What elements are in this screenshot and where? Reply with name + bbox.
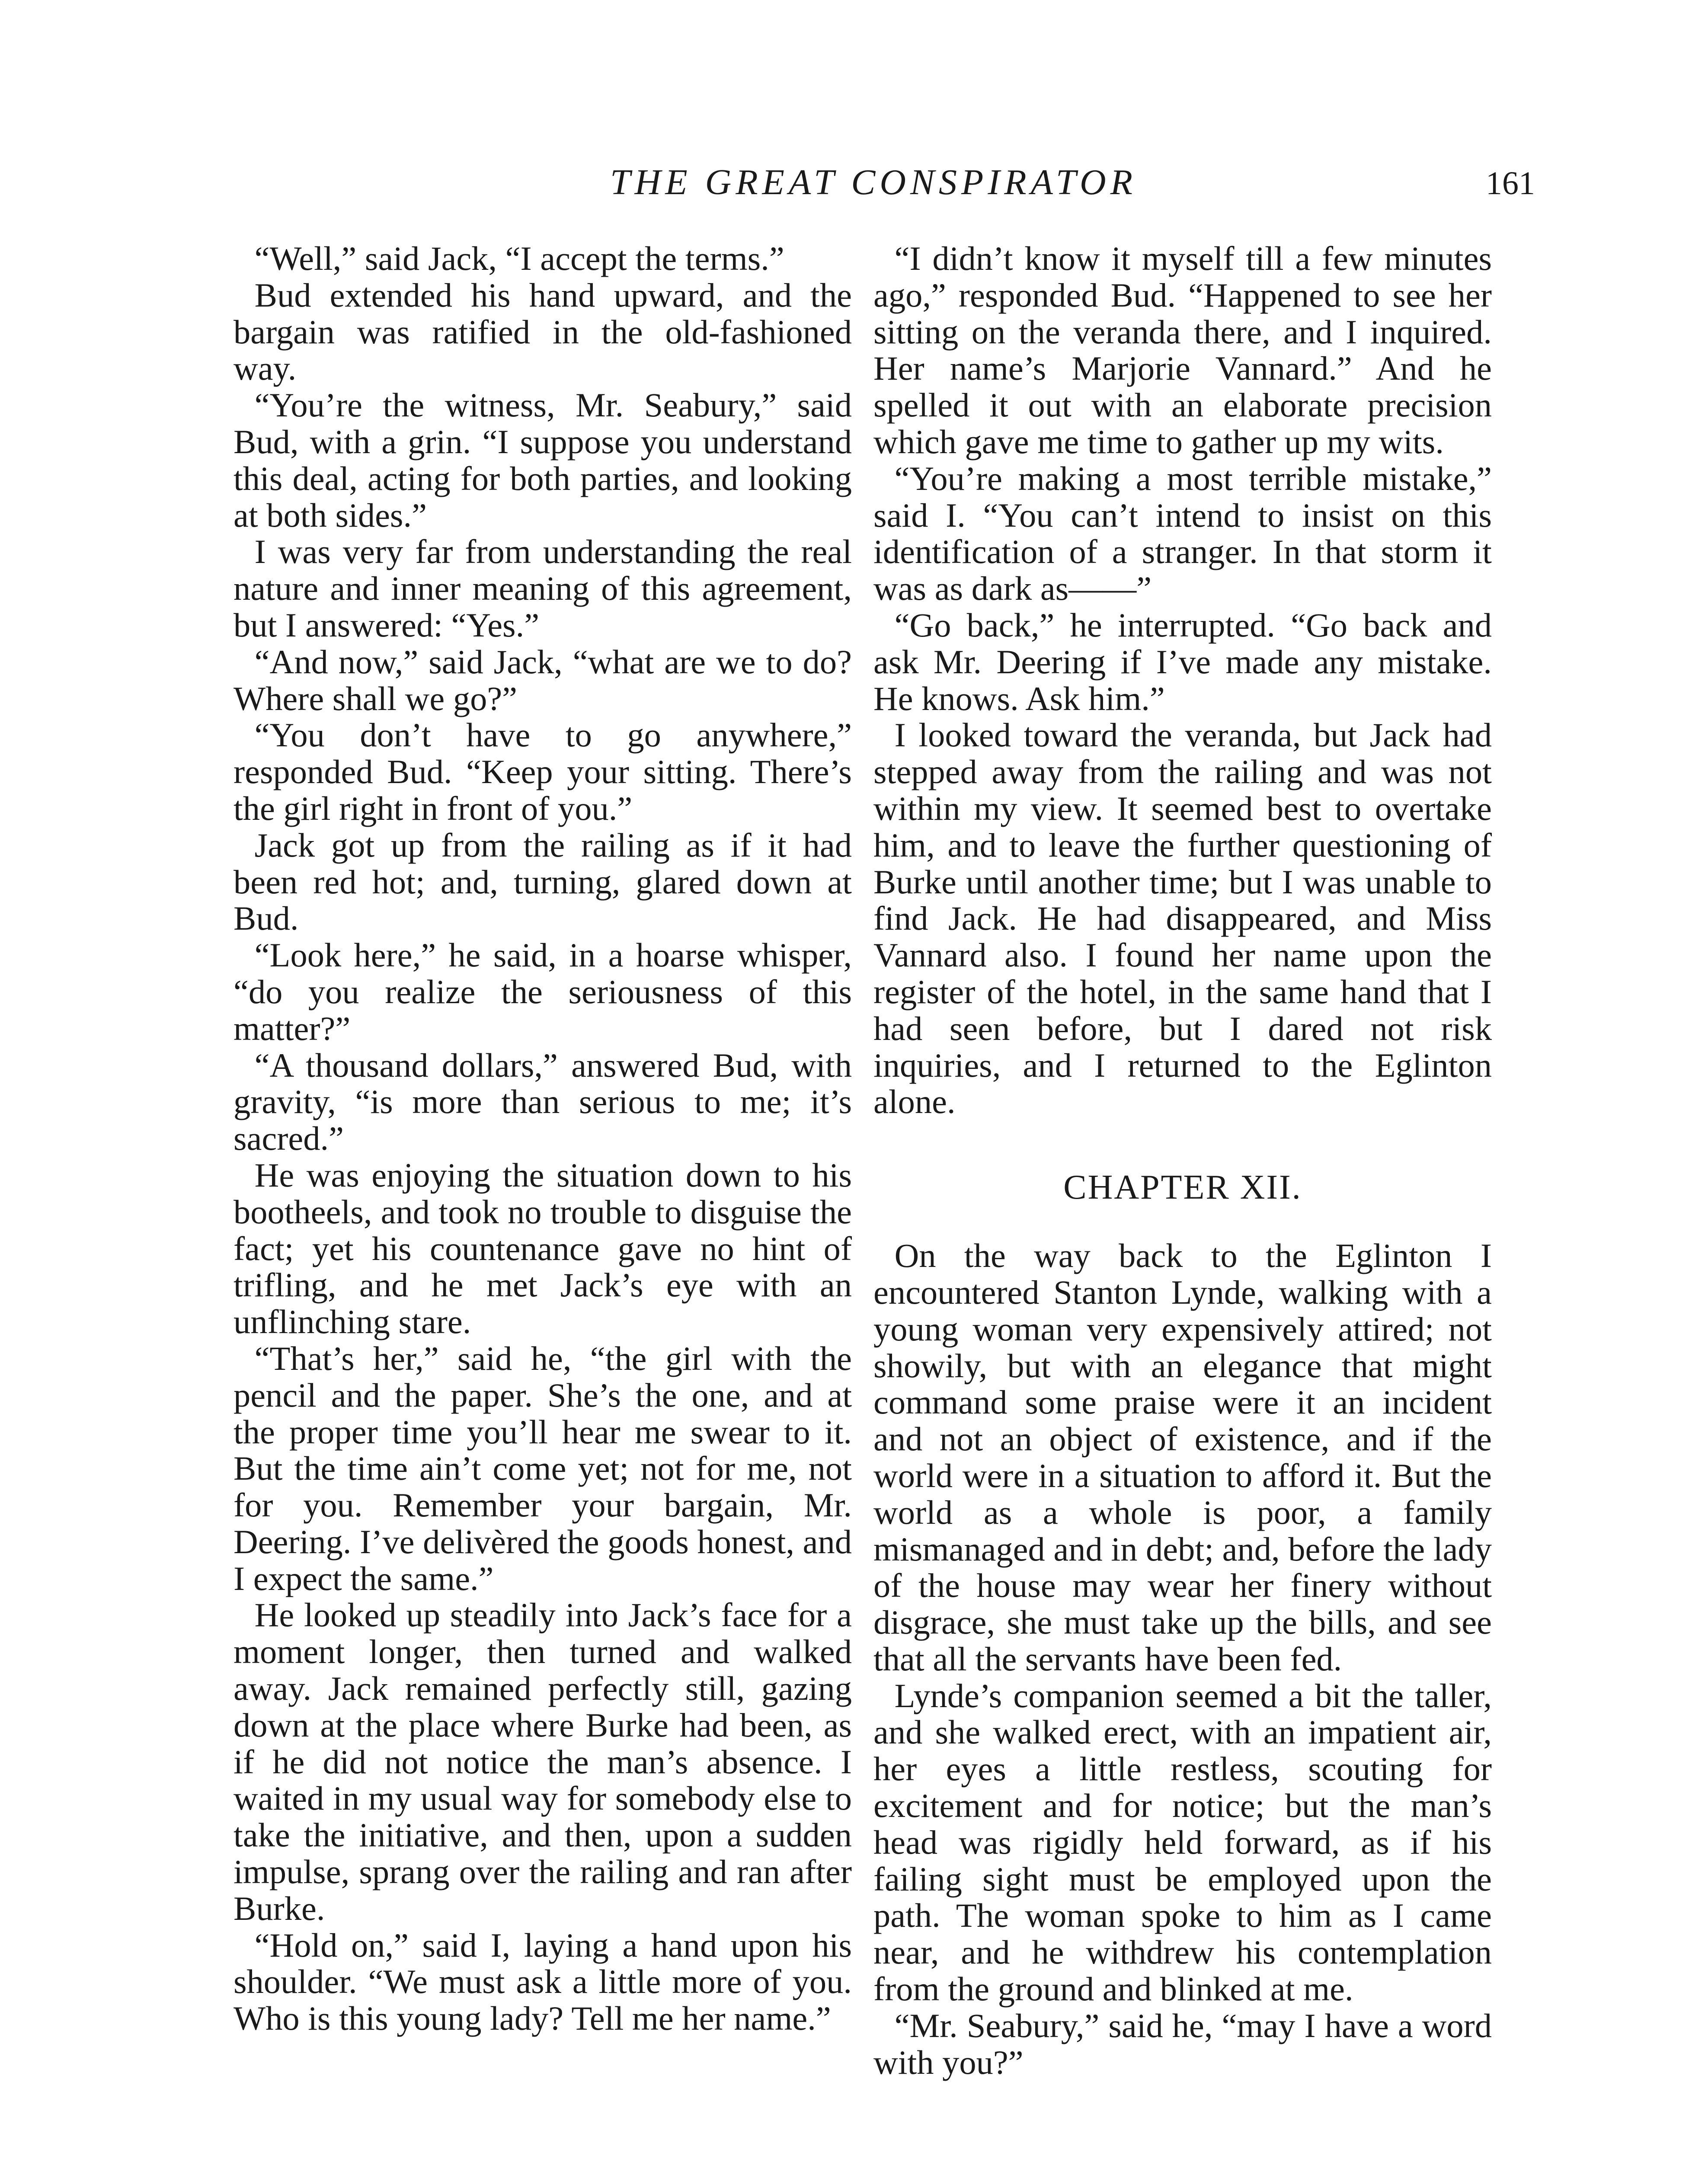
paragraph: I looked toward the veranda, but Jack had stepped away from the railing and was not within my view. It seemed best to overtake him, and to leave the further questioning of Burke until another time; but I was unable to find Jack. He had disappeared, and Miss Vannard also. I found her name upon the register of the hotel, in the same hand that I had seen before, but I dared not risk inquiries, and I returned to the Eglinton alone. bbox=[873, 716, 1492, 1121]
paragraph: Bud extended his hand upward, and the bargain was ratified in the old-fashioned way. bbox=[233, 276, 852, 387]
paragraph: “Mr. Seabury,” said he, “may I have a word with you?” bbox=[873, 2006, 1492, 2081]
paragraph: Lynde’s companion seemed a bit the taller, and she walked erect, with an impatient air, her eyes a little restless, scouting for excitement and for notice; but the man’s head was rigidly held forward, as if his failing sight must be employed upon the path. The woman spoke to him as I came near, and he withdrew his contemplation from the ground and blinked at me. bbox=[873, 1676, 1492, 2008]
left-text-column bbox=[233, 240, 852, 2037]
paragraph: Jack got up from the railing as if it had been red hot; and, turning, glared down at Bud. bbox=[233, 826, 852, 937]
paragraph: “Hold on,” said I, laying a hand upon his shoulder. “We must ask a little more of you. Who is this young lady? Tell me her name.” bbox=[233, 1926, 852, 2037]
right-text-column bbox=[873, 240, 1492, 2081]
paragraph: “You don’t have to go anywhere,” responded Bud. “Keep your sitting. There’s the girl right in front of you.” bbox=[233, 716, 852, 827]
paragraph: On the way back to the Eglinton I encountered Stanton Lynde, walking with a young woman very expensively attired; not showily, but with an elegance that might command some praise were it an incident and not an object of existence, and if the world were in a situation to afford it. But the world as a whole is poor, a family mismanaged and in debt; and, before the lady of the house may wear her finery without disgrace, she must take up the bills, and see that all the servants have been fed. bbox=[873, 1237, 1492, 1678]
paragraph: “Well,” said Jack, “I accept the terms.” bbox=[254, 240, 784, 277]
page-number: 161 bbox=[1486, 165, 1535, 201]
paragraph: He was enjoying the situation down to his bootheels, and took no trouble to disguise the fact; yet his countenance gave no hint of trifling, and he met Jack’s eye with an unflinching stare. bbox=[233, 1156, 852, 1341]
chapter-heading: CHAPTER XII. bbox=[1063, 1168, 1302, 1207]
paragraph: “You’re making a most terrible mistake,” said I. “You can’t intend to insist on this identification of a stranger. In that storm it was as dark as——” bbox=[873, 459, 1492, 608]
paragraph: “A thousand dollars,” answered Bud, with gravity, “is more than serious to me; it’s sacred.” bbox=[233, 1046, 852, 1158]
paragraph: He looked up steadily into Jack’s face for a moment longer, then turned and walked away. Jack remained perfectly still, gazing down at the place where Burke had been, as if he did not notice the man’s absence. I waited in my usual way for somebody else to take the initiative, and then, upon a sudden impulse, sprang over the railing and ran after Burke. bbox=[233, 1596, 852, 1927]
paragraph: “Look here,” he said, in a hoarse whisper, “do you realize the seriousness of this matter?” bbox=[233, 936, 852, 1047]
paragraph: “You’re the witness, Mr. Seabury,” said Bud, with a grin. “I suppose you understand this deal, acting for both parties, and looking at both sides.” bbox=[233, 386, 852, 534]
paragraph: “That’s her,” said he, “the girl with the pencil and the paper. She’s the one, and at the proper time you’ll hear me swear to it. But the time ain’t come yet; not for me, not for you. Remember your bargain, Mr. Deering. I’ve delivèred the goods honest, and I expect the same.” bbox=[233, 1339, 852, 1597]
running-head-title: THE GREAT CONSPIRATOR bbox=[610, 162, 1137, 202]
paragraph: I was very far from understanding the real nature and inner meaning of this agreement, but I answered: “Yes.” bbox=[233, 533, 852, 644]
paragraph: “Go back,” he interrupted. “Go back and ask Mr. Deering if I’ve made any mistake. He knows. Ask him.” bbox=[873, 606, 1492, 717]
paragraph: “And now,” said Jack, “what are we to do? Where shall we go?” bbox=[233, 643, 852, 717]
paragraph: “I didn’t know it myself till a few minutes ago,” responded Bud. “Happened to see her sitting on the veranda there, and I inquired. Her name’s Marjorie Vannard.” And he spelled it out with an elaborate precision which gave me time to gather up my wits. bbox=[873, 240, 1492, 461]
